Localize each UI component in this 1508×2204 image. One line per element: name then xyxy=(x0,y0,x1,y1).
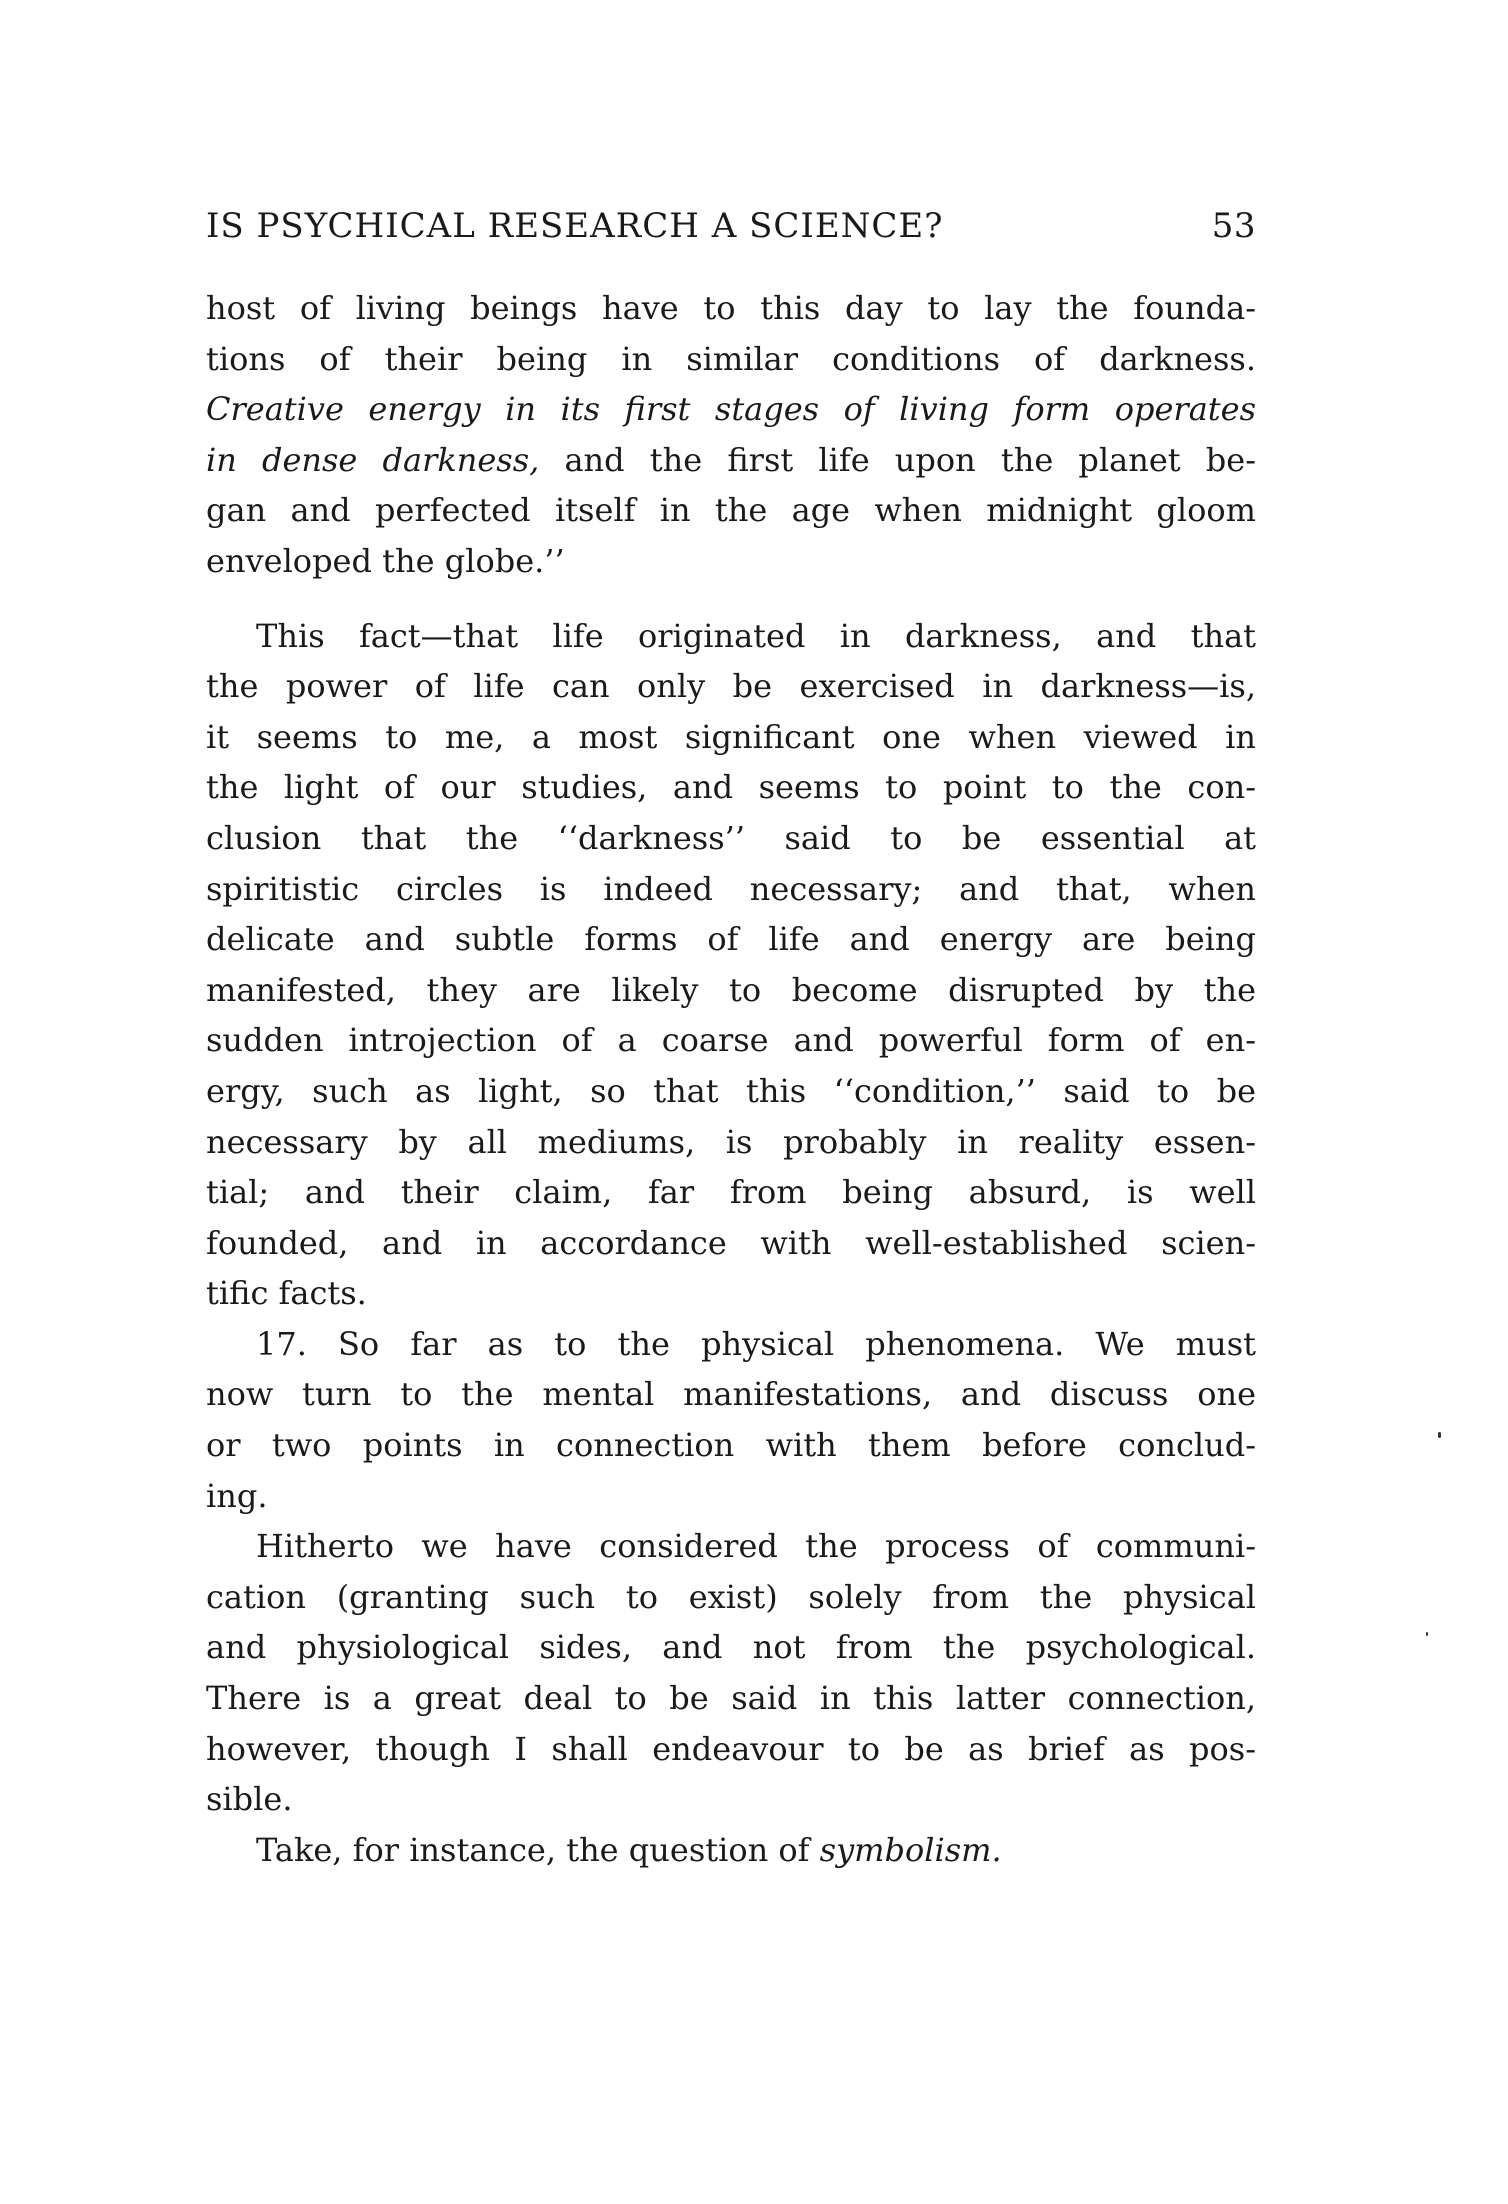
text-run: Take, for instance, the question of xyxy=(256,1830,820,1869)
paragraph xyxy=(206,1521,1256,1825)
text-line xyxy=(206,485,1256,536)
text-line xyxy=(206,1673,1256,1724)
text-line xyxy=(206,1066,1256,1117)
text-run: delicate and subtle forms of life and energy are being xyxy=(206,920,1256,959)
paragraph xyxy=(206,1319,1256,1521)
page-number: 53 xyxy=(1211,206,1256,246)
text-run: There is a great deal to be said in this latter connection, xyxy=(206,1679,1256,1718)
text-line xyxy=(206,283,1256,334)
print-speck xyxy=(1438,1432,1441,1438)
text-line xyxy=(206,1117,1256,1168)
text-line xyxy=(206,536,1256,587)
text-run: ergy, such as light, so that this ‘‘condition,’’ said to be xyxy=(206,1071,1256,1110)
paragraph-gap xyxy=(206,587,1256,611)
text-line xyxy=(206,1622,1256,1673)
text-line xyxy=(206,1015,1256,1066)
text-run: however, though I shall endeavour to be as brief as pos- xyxy=(206,1729,1256,1768)
text-line xyxy=(206,384,1256,435)
text-line xyxy=(206,813,1256,864)
text-line xyxy=(206,1319,1256,1370)
text-run: Hitherto we have considered the process of communi- xyxy=(256,1527,1256,1566)
text-run: spiritistic circles is indeed necessary; and that, when xyxy=(206,869,1256,908)
text-run: ing. xyxy=(206,1476,268,1515)
text-run: cation (granting such to exist) solely from the physical xyxy=(206,1577,1256,1616)
text-run: it seems to me, a most significant one when viewed in xyxy=(206,717,1256,756)
italic-run: in dense darkness, xyxy=(206,440,540,479)
text-line xyxy=(206,1218,1256,1269)
text-line xyxy=(206,1724,1256,1775)
text-run: 17. So far as to the physical phenomena. We must xyxy=(256,1324,1256,1363)
text-run: the light of our studies, and seems to point to the con- xyxy=(206,768,1256,807)
text-line xyxy=(206,1268,1256,1319)
text-line xyxy=(206,1369,1256,1420)
text-run: and physiological sides, and not from the psychological. xyxy=(206,1628,1256,1667)
italic-run: symbolism. xyxy=(819,1830,1002,1869)
text-run: tific facts. xyxy=(206,1274,367,1313)
text-line xyxy=(206,914,1256,965)
text-run: necessary by all mediums, is probably in reality essen- xyxy=(206,1122,1256,1161)
text-run: tions of their being in similar conditions of darkness. xyxy=(206,339,1256,378)
italic-run: Creative energy in its first stages of living form operates xyxy=(206,390,1256,429)
text-run: enveloped the globe.’’ xyxy=(206,541,565,580)
text-line xyxy=(206,1420,1256,1471)
print-speck xyxy=(1426,1632,1428,1636)
running-head xyxy=(206,206,1256,256)
text-run: tial; and their claim, far from being absurd, is well xyxy=(206,1173,1256,1212)
paragraph xyxy=(206,611,1256,1319)
text-line xyxy=(206,762,1256,813)
text-line xyxy=(206,1774,1256,1825)
text-line xyxy=(206,712,1256,763)
text-line xyxy=(206,965,1256,1016)
text-run: This fact—that life originated in darkness, and that xyxy=(256,616,1256,655)
text-run: or two points in connection with them before conclud- xyxy=(206,1426,1256,1465)
text-run: gan and perfected itself in the age when midnight gloom xyxy=(206,491,1256,530)
text-line xyxy=(206,1572,1256,1623)
paragraph xyxy=(206,1825,1256,1876)
text-run: the power of life can only be exercised in darkness—is, xyxy=(206,667,1256,706)
text-line xyxy=(206,1167,1256,1218)
text-run: and the first life upon the planet be- xyxy=(539,440,1257,479)
text-line xyxy=(206,334,1256,385)
text-run: host of living beings have to this day to lay the founda- xyxy=(206,289,1256,327)
text-run: clusion that the ‘‘darkness’’ said to be essential at xyxy=(206,818,1256,857)
body-text xyxy=(206,283,1256,1875)
text-line xyxy=(206,1471,1256,1522)
text-line xyxy=(206,864,1256,915)
paragraph xyxy=(206,283,1256,587)
text-run: sudden introjection of a coarse and powerful form of en- xyxy=(206,1021,1256,1060)
text-line xyxy=(206,1825,1256,1876)
text-run: founded, and in accordance with well-established scien- xyxy=(206,1223,1256,1262)
text-line xyxy=(206,611,1256,662)
running-head-title: IS PSYCHICAL RESEARCH A SCIENCE? xyxy=(206,206,944,246)
text-run: now turn to the mental manifestations, and discuss one xyxy=(206,1375,1256,1414)
text-run: sible. xyxy=(206,1780,293,1819)
text-run: manifested, they are likely to become disrupted by the xyxy=(206,970,1256,1009)
text-line xyxy=(206,661,1256,712)
text-line xyxy=(206,435,1256,486)
text-line xyxy=(206,1521,1256,1572)
